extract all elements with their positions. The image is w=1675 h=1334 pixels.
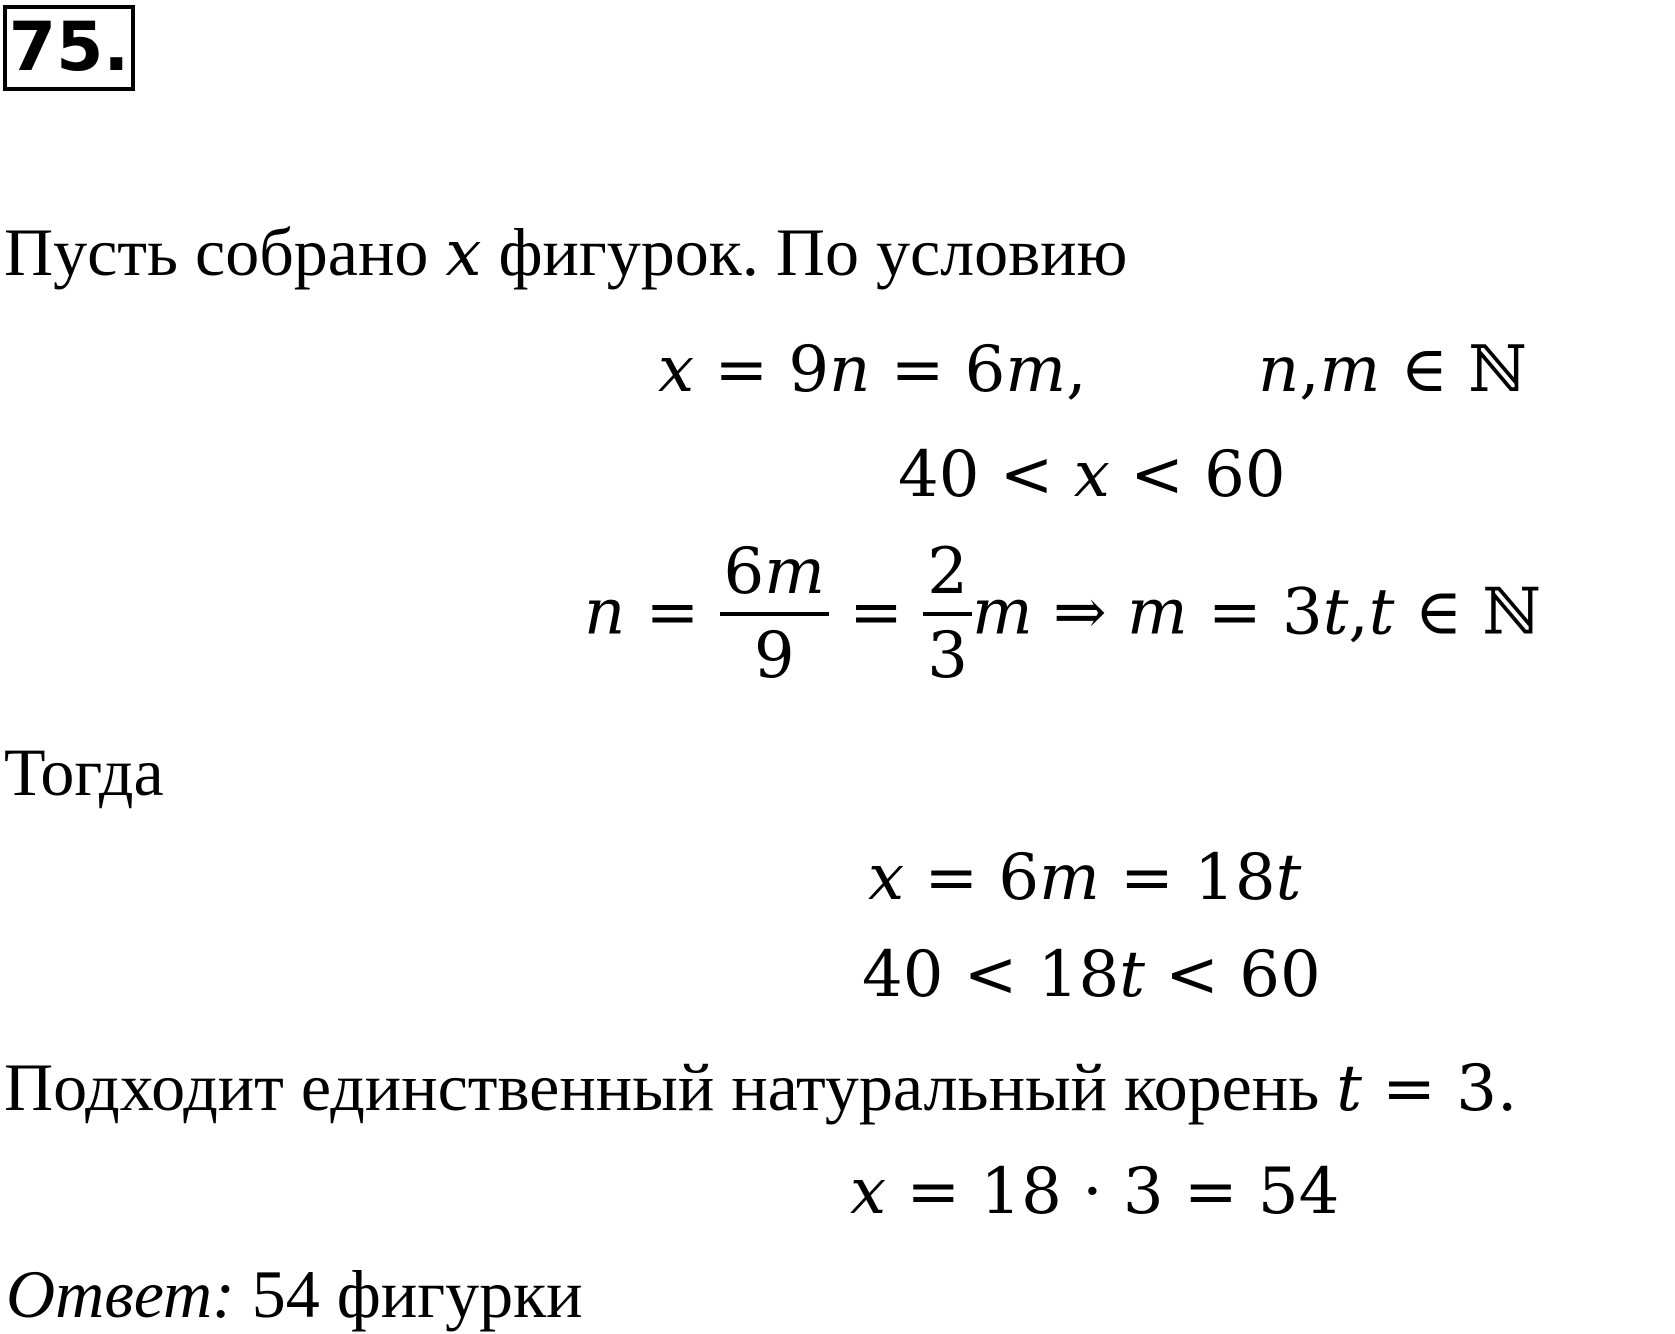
var-t: t bbox=[1322, 575, 1349, 650]
equation-nm-natural bbox=[1258, 333, 1527, 407]
var-m: m bbox=[764, 534, 825, 609]
inequality-18t bbox=[862, 938, 1321, 1012]
root-text: Подходит единственный натуральный корень bbox=[4, 1049, 1337, 1125]
var-n: n bbox=[584, 575, 626, 650]
eq-part: = 9 bbox=[694, 333, 830, 407]
intro-var-x: x bbox=[445, 217, 482, 291]
fraction-denominator: 3 bbox=[927, 618, 968, 693]
fraction-numerator bbox=[720, 534, 829, 609]
comma: , bbox=[1299, 333, 1320, 407]
eq-part: = bbox=[625, 575, 720, 650]
equation-x-9n-6m bbox=[658, 333, 1087, 407]
eq-part: = 6 bbox=[904, 841, 1040, 915]
fraction-bar bbox=[923, 612, 972, 616]
intro-text-after: фигурок. По условию bbox=[481, 214, 1128, 290]
problem-number: 75. bbox=[3, 5, 135, 91]
ineq-left: 40 < bbox=[898, 438, 1074, 512]
fraction-6m-over-9 bbox=[720, 534, 829, 693]
eq-part: = bbox=[828, 575, 924, 650]
answer-line bbox=[6, 1256, 583, 1332]
implies-sign: ⇒ bbox=[1032, 575, 1127, 650]
ineq-right: < 60 bbox=[1144, 938, 1321, 1012]
intro-text-before: Пусть собрано bbox=[4, 214, 446, 290]
equation-x-54 bbox=[850, 1155, 1340, 1229]
eq-part: = 3 bbox=[1187, 575, 1323, 650]
var-t: t bbox=[1275, 841, 1302, 915]
fraction-2-over-3 bbox=[923, 534, 972, 693]
ineq-left: 40 < 18 bbox=[862, 938, 1120, 1012]
var-m: m bbox=[971, 575, 1033, 650]
comma: , bbox=[1348, 575, 1369, 650]
then-text: Тогда bbox=[4, 734, 164, 810]
inequality-x bbox=[898, 438, 1286, 512]
in-naturals: ∈ ℕ bbox=[1380, 333, 1527, 407]
in-naturals: ∈ ℕ bbox=[1394, 575, 1542, 650]
comma: , bbox=[1066, 333, 1087, 407]
var-t: t bbox=[1119, 938, 1145, 1012]
var-x: x bbox=[1073, 438, 1110, 512]
root-value: = 3. bbox=[1361, 1052, 1518, 1126]
eq-part: = 6 bbox=[870, 333, 1006, 407]
intro-line bbox=[4, 214, 1128, 291]
ineq-right: < 60 bbox=[1109, 438, 1286, 512]
var-x: x bbox=[658, 333, 695, 407]
var-x: x bbox=[850, 1155, 887, 1229]
answer-value: 54 фигурки bbox=[234, 1256, 583, 1332]
numerator-coef: 6 bbox=[723, 534, 765, 609]
eq-rest: = 18 · 3 = 54 bbox=[886, 1155, 1340, 1229]
var-n: n bbox=[1258, 333, 1300, 407]
eq-part: = 18 bbox=[1099, 841, 1276, 915]
var-m: m bbox=[1126, 575, 1188, 650]
var-t: t bbox=[1368, 575, 1395, 650]
var-t: t bbox=[1336, 1052, 1362, 1126]
var-n: n bbox=[829, 333, 871, 407]
root-line bbox=[4, 1049, 1518, 1126]
var-x: x bbox=[868, 841, 905, 915]
equation-n-fraction bbox=[584, 534, 1542, 693]
equation-x-6m-18t bbox=[868, 841, 1302, 915]
var-m: m bbox=[1005, 333, 1067, 407]
var-m: m bbox=[1319, 333, 1381, 407]
var-m: m bbox=[1039, 841, 1100, 915]
answer-label: Ответ: bbox=[6, 1256, 235, 1332]
fraction-denominator: 9 bbox=[753, 618, 795, 693]
fraction-numerator: 2 bbox=[927, 534, 968, 609]
fraction-bar bbox=[720, 612, 829, 616]
